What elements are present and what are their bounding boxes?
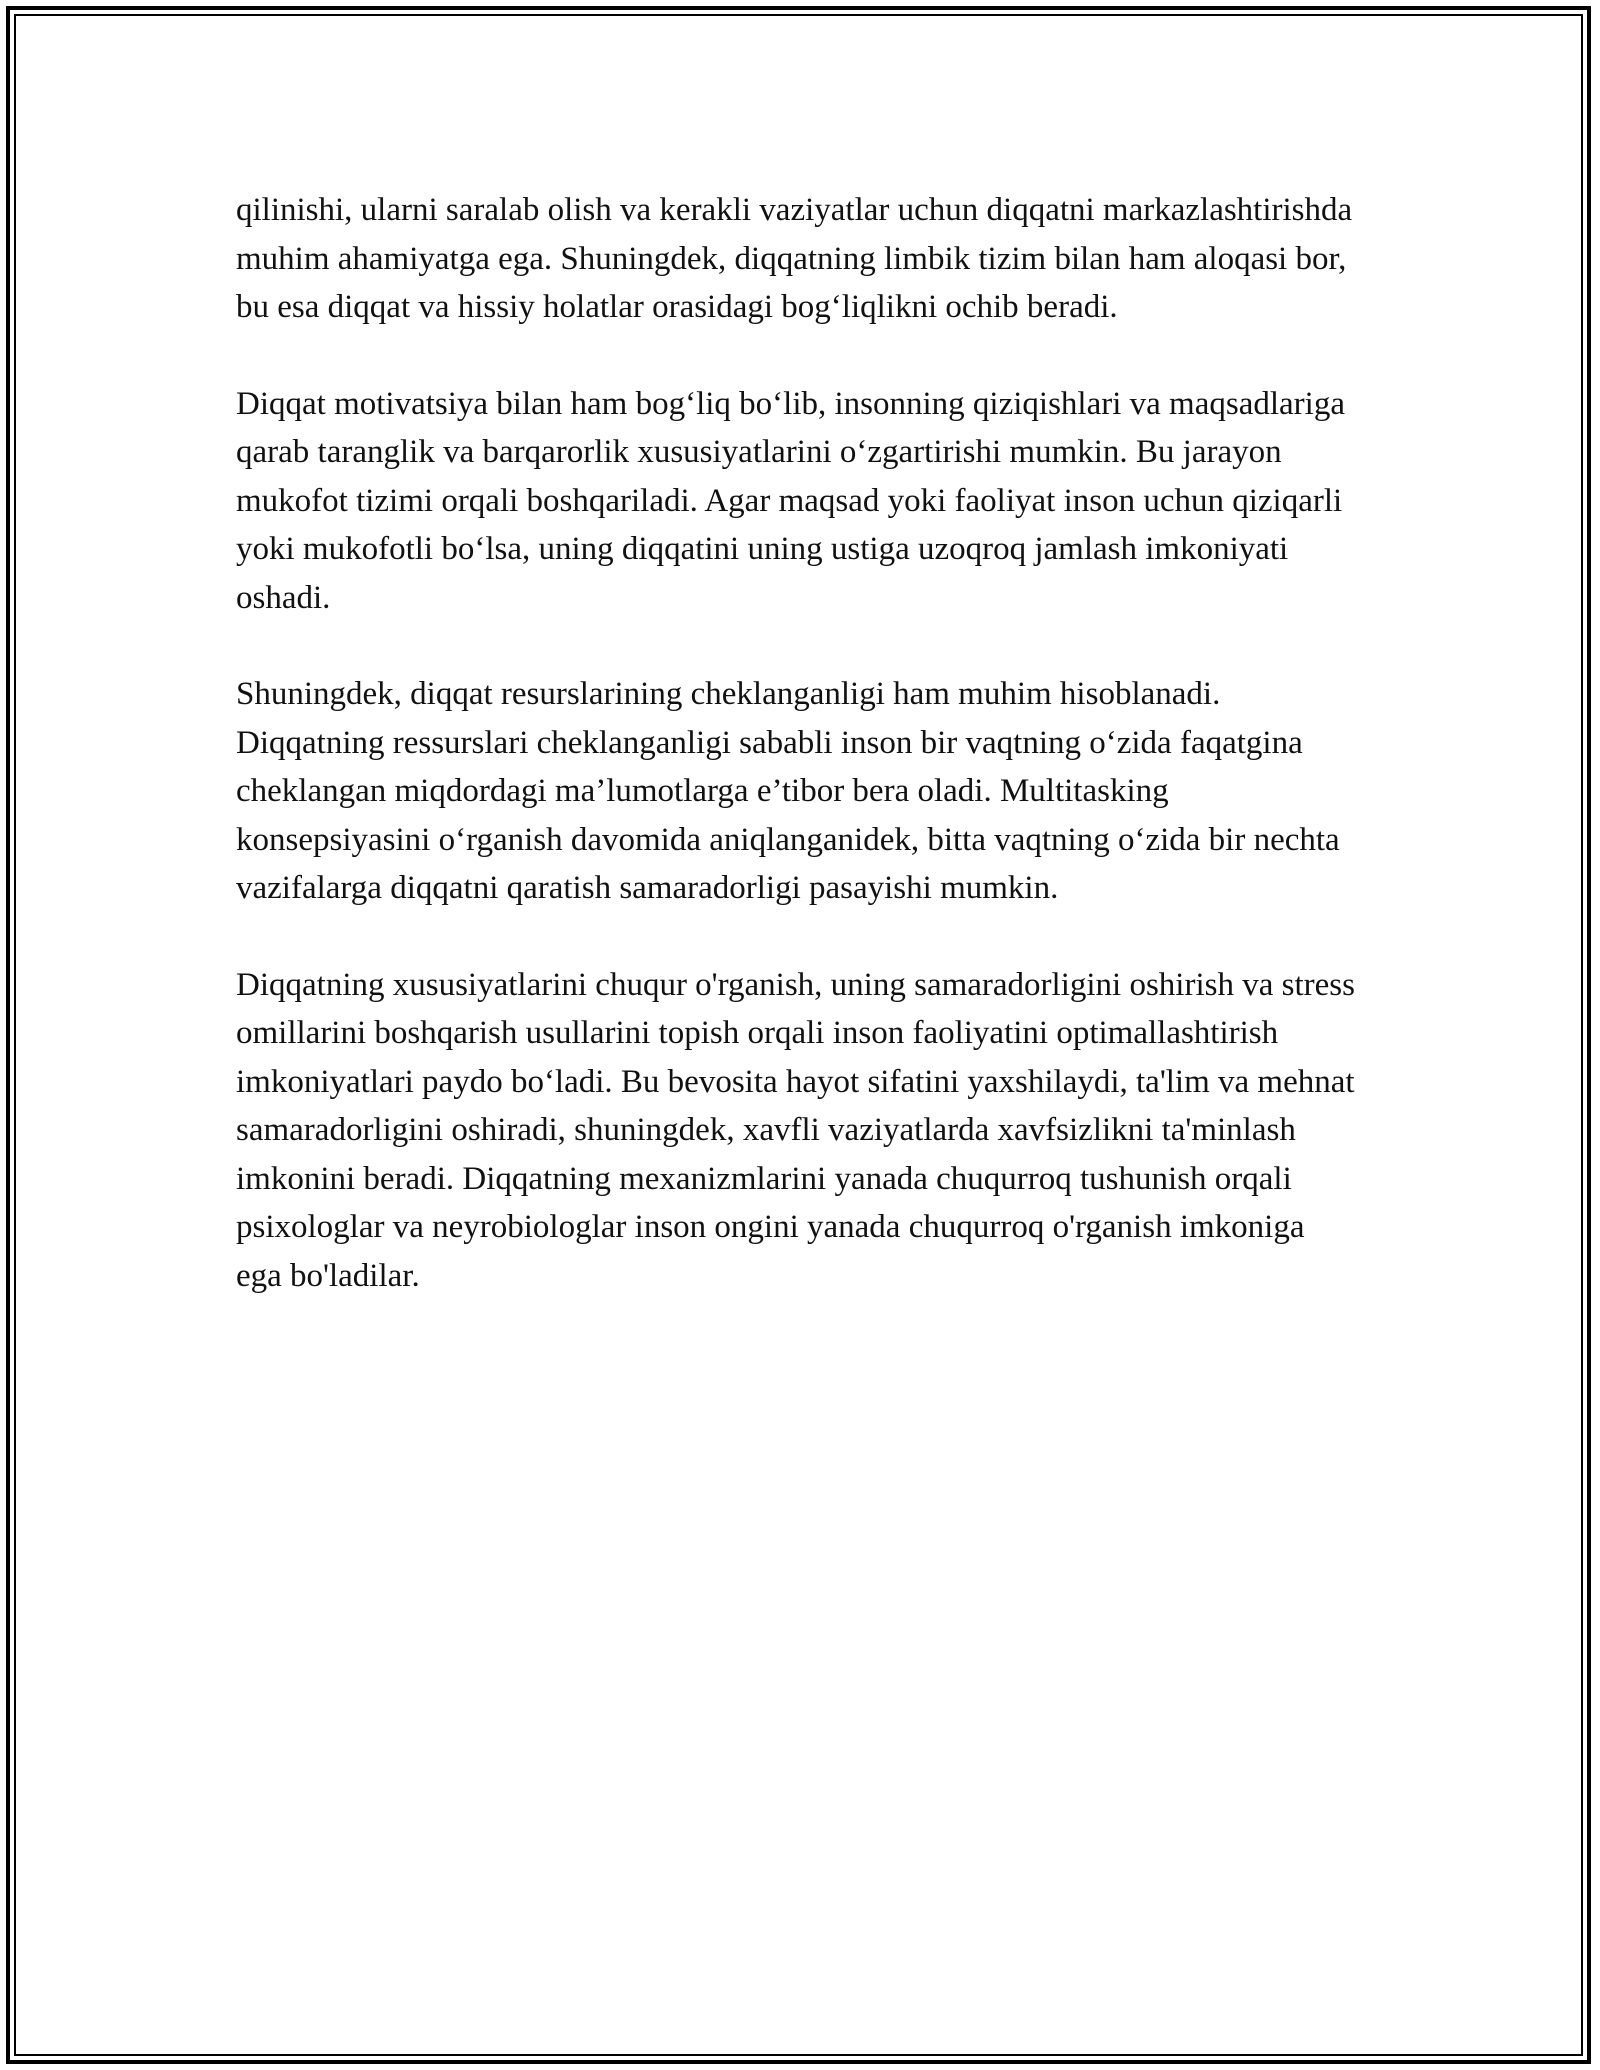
paragraph: qilinishi, ularni saralab olish va kerakli vaziyatlar uchun diqqatni markazlashtirishda muhim ahamiyatga ega. Shuningdek, diqqatning limbik tizim bilan ham aloqasi bor, bu esa diqqat va hissiy holatlar orasidagi bog‘liqlikni ochib beradi. (236, 192, 1353, 325)
paragraph: Diqqat motivatsiya bilan ham bog‘liq bo‘lib, insonning qiziqishlari va maqsadlariga qarab taranglik va barqarorlik xususiyatlarini o‘zgartirishi mumkin. Bu jarayon mukofot tizimi orqali boshqariladi. Agar maqsad yoki faoliyat inson uchun qiziqarli yoki mukofotli bo‘lsa, uning diqqatini uning ustiga uzoqroq jamlash imkoniyati oshadi. (236, 385, 1345, 616)
paragraph: Diqqatning xususiyatlarini chuqur o'rganish, uning samaradorligini oshirish va stress omillarini boshqarish usullarini topish orqali inson faoliyatini optimallashtirish imkoniyatlari paydo bo‘ladi. Bu bevosita hayot sifatini yaxshilaydi, ta'lim va mehnat samaradorligini oshiradi, shuningdek, xavfli vaziyatlarda xavfsizlikni ta'minlash imkonini beradi. Diqqatning mexanizmlarini yanada chuqurroq tushunish orqali psixologlar va neyrobiologlar inson ongini yanada chuqurroq o'rganish imkoniga ega bo'ladilar. (236, 966, 1355, 1294)
paragraph: Shuningdek, diqqat resurslarining cheklanganligi ham muhim hisoblanadi. Diqqatning ressurslari cheklanganligi sababli inson bir vaqtning o‘zida faqatgina cheklangan miqdordagi ma’lumotlarga e’tibor bera oladi. Multitasking konsepsiyasini o‘rganish davomida aniqlanganidek, bitta vaqtning o‘zida bir nechta vazifalarga diqqatni qaratish samaradorligi pasayishi mumkin. (236, 676, 1340, 906)
document-body (236, 186, 1356, 1348)
